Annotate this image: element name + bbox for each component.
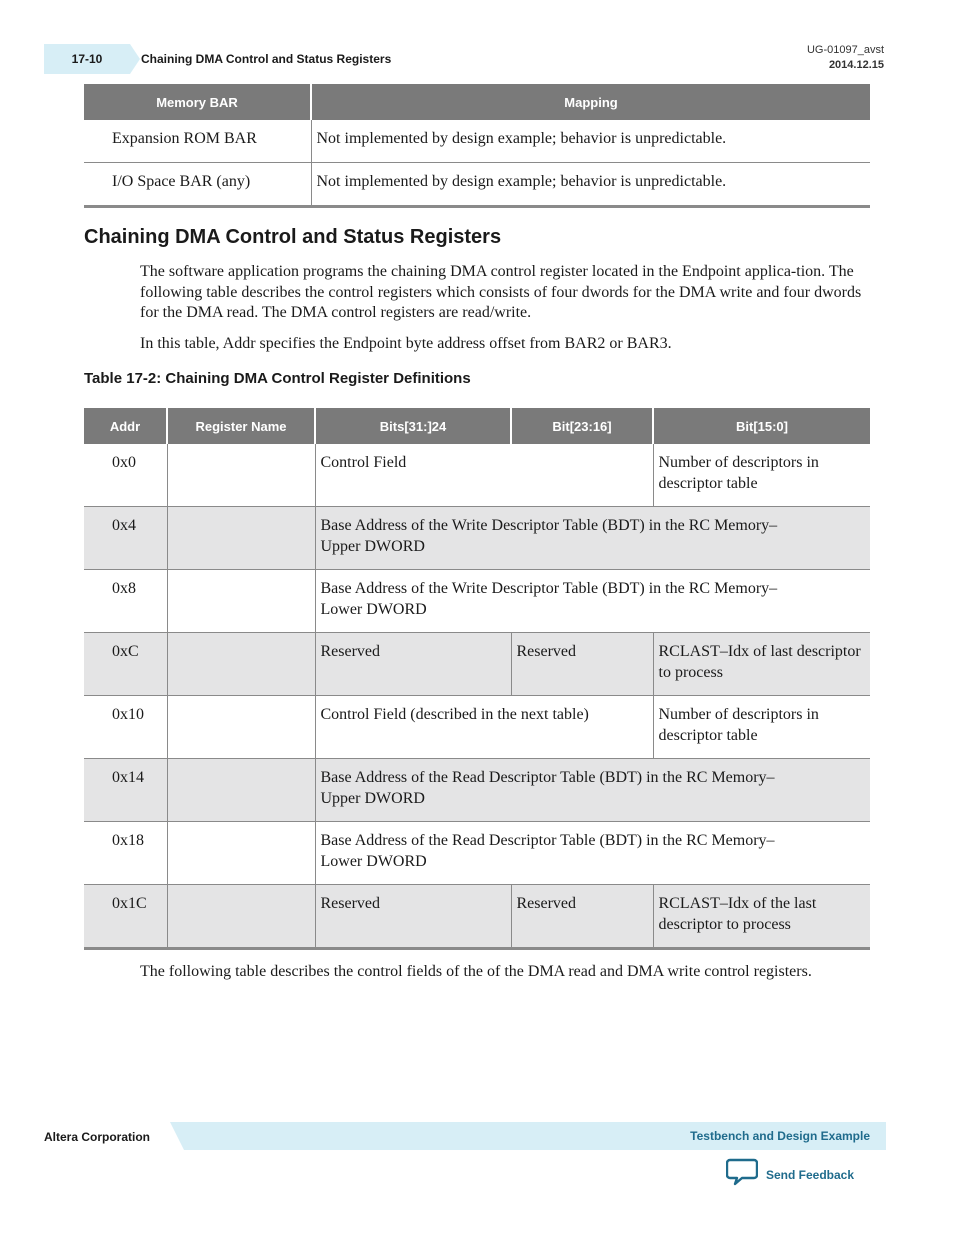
register-name-cell bbox=[167, 822, 315, 885]
table-cell: Base Address of the Read Descriptor Table (BDT) in the RC Memory–Lower DWORD bbox=[315, 822, 870, 885]
dma-control-register-table bbox=[84, 408, 870, 950]
speech-bubble-icon bbox=[726, 1158, 758, 1191]
intro-paragraph: The software application programs the chaining DMA control register located in the Endpoint applica-tion. The following table describes the control registers which consists of four dwords for the DMA write and four dwords for the DMA read. The DMA control registers are read/write. bbox=[140, 263, 862, 321]
table-row bbox=[84, 696, 870, 759]
table-row bbox=[84, 163, 870, 207]
column-header: Memory BAR bbox=[84, 84, 311, 120]
footer-company: Altera Corporation bbox=[44, 1130, 151, 1144]
table-cell: RCLAST–Idx of the last descriptor to process bbox=[653, 885, 870, 949]
addr-cell: 0x18 bbox=[84, 822, 167, 885]
column-header-addr: Addr bbox=[84, 408, 167, 444]
addr-cell: 0x14 bbox=[84, 759, 167, 822]
document-id: UG-01097_avst bbox=[806, 44, 884, 56]
running-header-title: Chaining DMA Control and Status Registers bbox=[141, 52, 392, 66]
table-row bbox=[84, 120, 870, 163]
register-name-cell bbox=[167, 633, 315, 696]
register-name-cell bbox=[167, 444, 315, 507]
addr-cell: 0x4 bbox=[84, 507, 167, 570]
addr-note-paragraph: In this table, Addr specifies the Endpoint byte address offset from BAR2 or BAR3. bbox=[140, 335, 672, 352]
addr-cell: 0xC bbox=[84, 633, 167, 696]
table-cell: RCLAST–Idx of last descriptor to process bbox=[653, 633, 870, 696]
table-cell: I/O Space BAR (any) bbox=[84, 163, 311, 207]
addr-cell: 0x1C bbox=[84, 885, 167, 949]
table-cell: Control Field bbox=[315, 444, 653, 507]
table-cell: Number of descriptors in descriptor table bbox=[653, 696, 870, 759]
footer-section-link[interactable]: Testbench and Design Example bbox=[690, 1129, 870, 1143]
table-row bbox=[84, 885, 870, 949]
register-name-cell bbox=[167, 759, 315, 822]
column-header-bits-23-16: Bit[23:16] bbox=[511, 408, 653, 444]
column-header-bits-15-0: Bit[15:0] bbox=[653, 408, 870, 444]
addr-cell: 0x8 bbox=[84, 570, 167, 633]
table-row bbox=[84, 822, 870, 885]
table-row bbox=[84, 570, 870, 633]
table-cell: Number of descriptors in descriptor table bbox=[653, 444, 870, 507]
register-name-cell bbox=[167, 570, 315, 633]
table-cell: Control Field (described in the next table) bbox=[315, 696, 653, 759]
table-row bbox=[84, 444, 870, 507]
section-heading: Chaining DMA Control and Status Registers bbox=[84, 226, 502, 248]
addr-cell: 0x0 bbox=[84, 444, 167, 507]
table-cell: Reserved bbox=[511, 885, 653, 949]
table-cell: Base Address of the Write Descriptor Table (BDT) in the RC Memory–Upper DWORD bbox=[315, 507, 870, 570]
table-header-row bbox=[84, 84, 870, 120]
column-header-bits-31-24: Bits[31:]24 bbox=[315, 408, 511, 444]
register-name-cell bbox=[167, 696, 315, 759]
table-cell: Not implemented by design example; behavior is unpredictable. bbox=[311, 163, 870, 207]
register-name-cell bbox=[167, 507, 315, 570]
register-name-cell bbox=[167, 885, 315, 949]
send-feedback-link[interactable] bbox=[726, 1158, 854, 1191]
column-header: Mapping bbox=[311, 84, 870, 120]
memory-bar-table bbox=[84, 84, 870, 208]
table-cell: Reserved bbox=[315, 633, 511, 696]
table-row bbox=[84, 759, 870, 822]
table-header-row bbox=[84, 408, 870, 444]
table-cell: Not implemented by design example; behavior is unpredictable. bbox=[311, 120, 870, 163]
table-cell: Expansion ROM BAR bbox=[84, 120, 311, 163]
table-row bbox=[84, 633, 870, 696]
document-date: 2014.12.15 bbox=[828, 59, 884, 71]
table-cell: Base Address of the Read Descriptor Table (BDT) in the RC Memory–Upper DWORD bbox=[315, 759, 870, 822]
column-header-register-name: Register Name bbox=[167, 408, 315, 444]
table-cell: Reserved bbox=[315, 885, 511, 949]
table-cell: Reserved bbox=[511, 633, 653, 696]
following-table-paragraph: The following table describes the control fields of the of the DMA read and DMA write control registers. bbox=[140, 963, 812, 980]
document-id-block bbox=[807, 43, 884, 73]
send-feedback-label: Send Feedback bbox=[766, 1167, 855, 1182]
page-number: 17-10 bbox=[44, 44, 130, 74]
table-cell: Base Address of the Write Descriptor Table (BDT) in the RC Memory–Lower DWORD bbox=[315, 570, 870, 633]
table-row bbox=[84, 507, 870, 570]
table-caption: Table 17-2: Chaining DMA Control Register Definitions bbox=[84, 370, 471, 387]
addr-cell: 0x10 bbox=[84, 696, 167, 759]
